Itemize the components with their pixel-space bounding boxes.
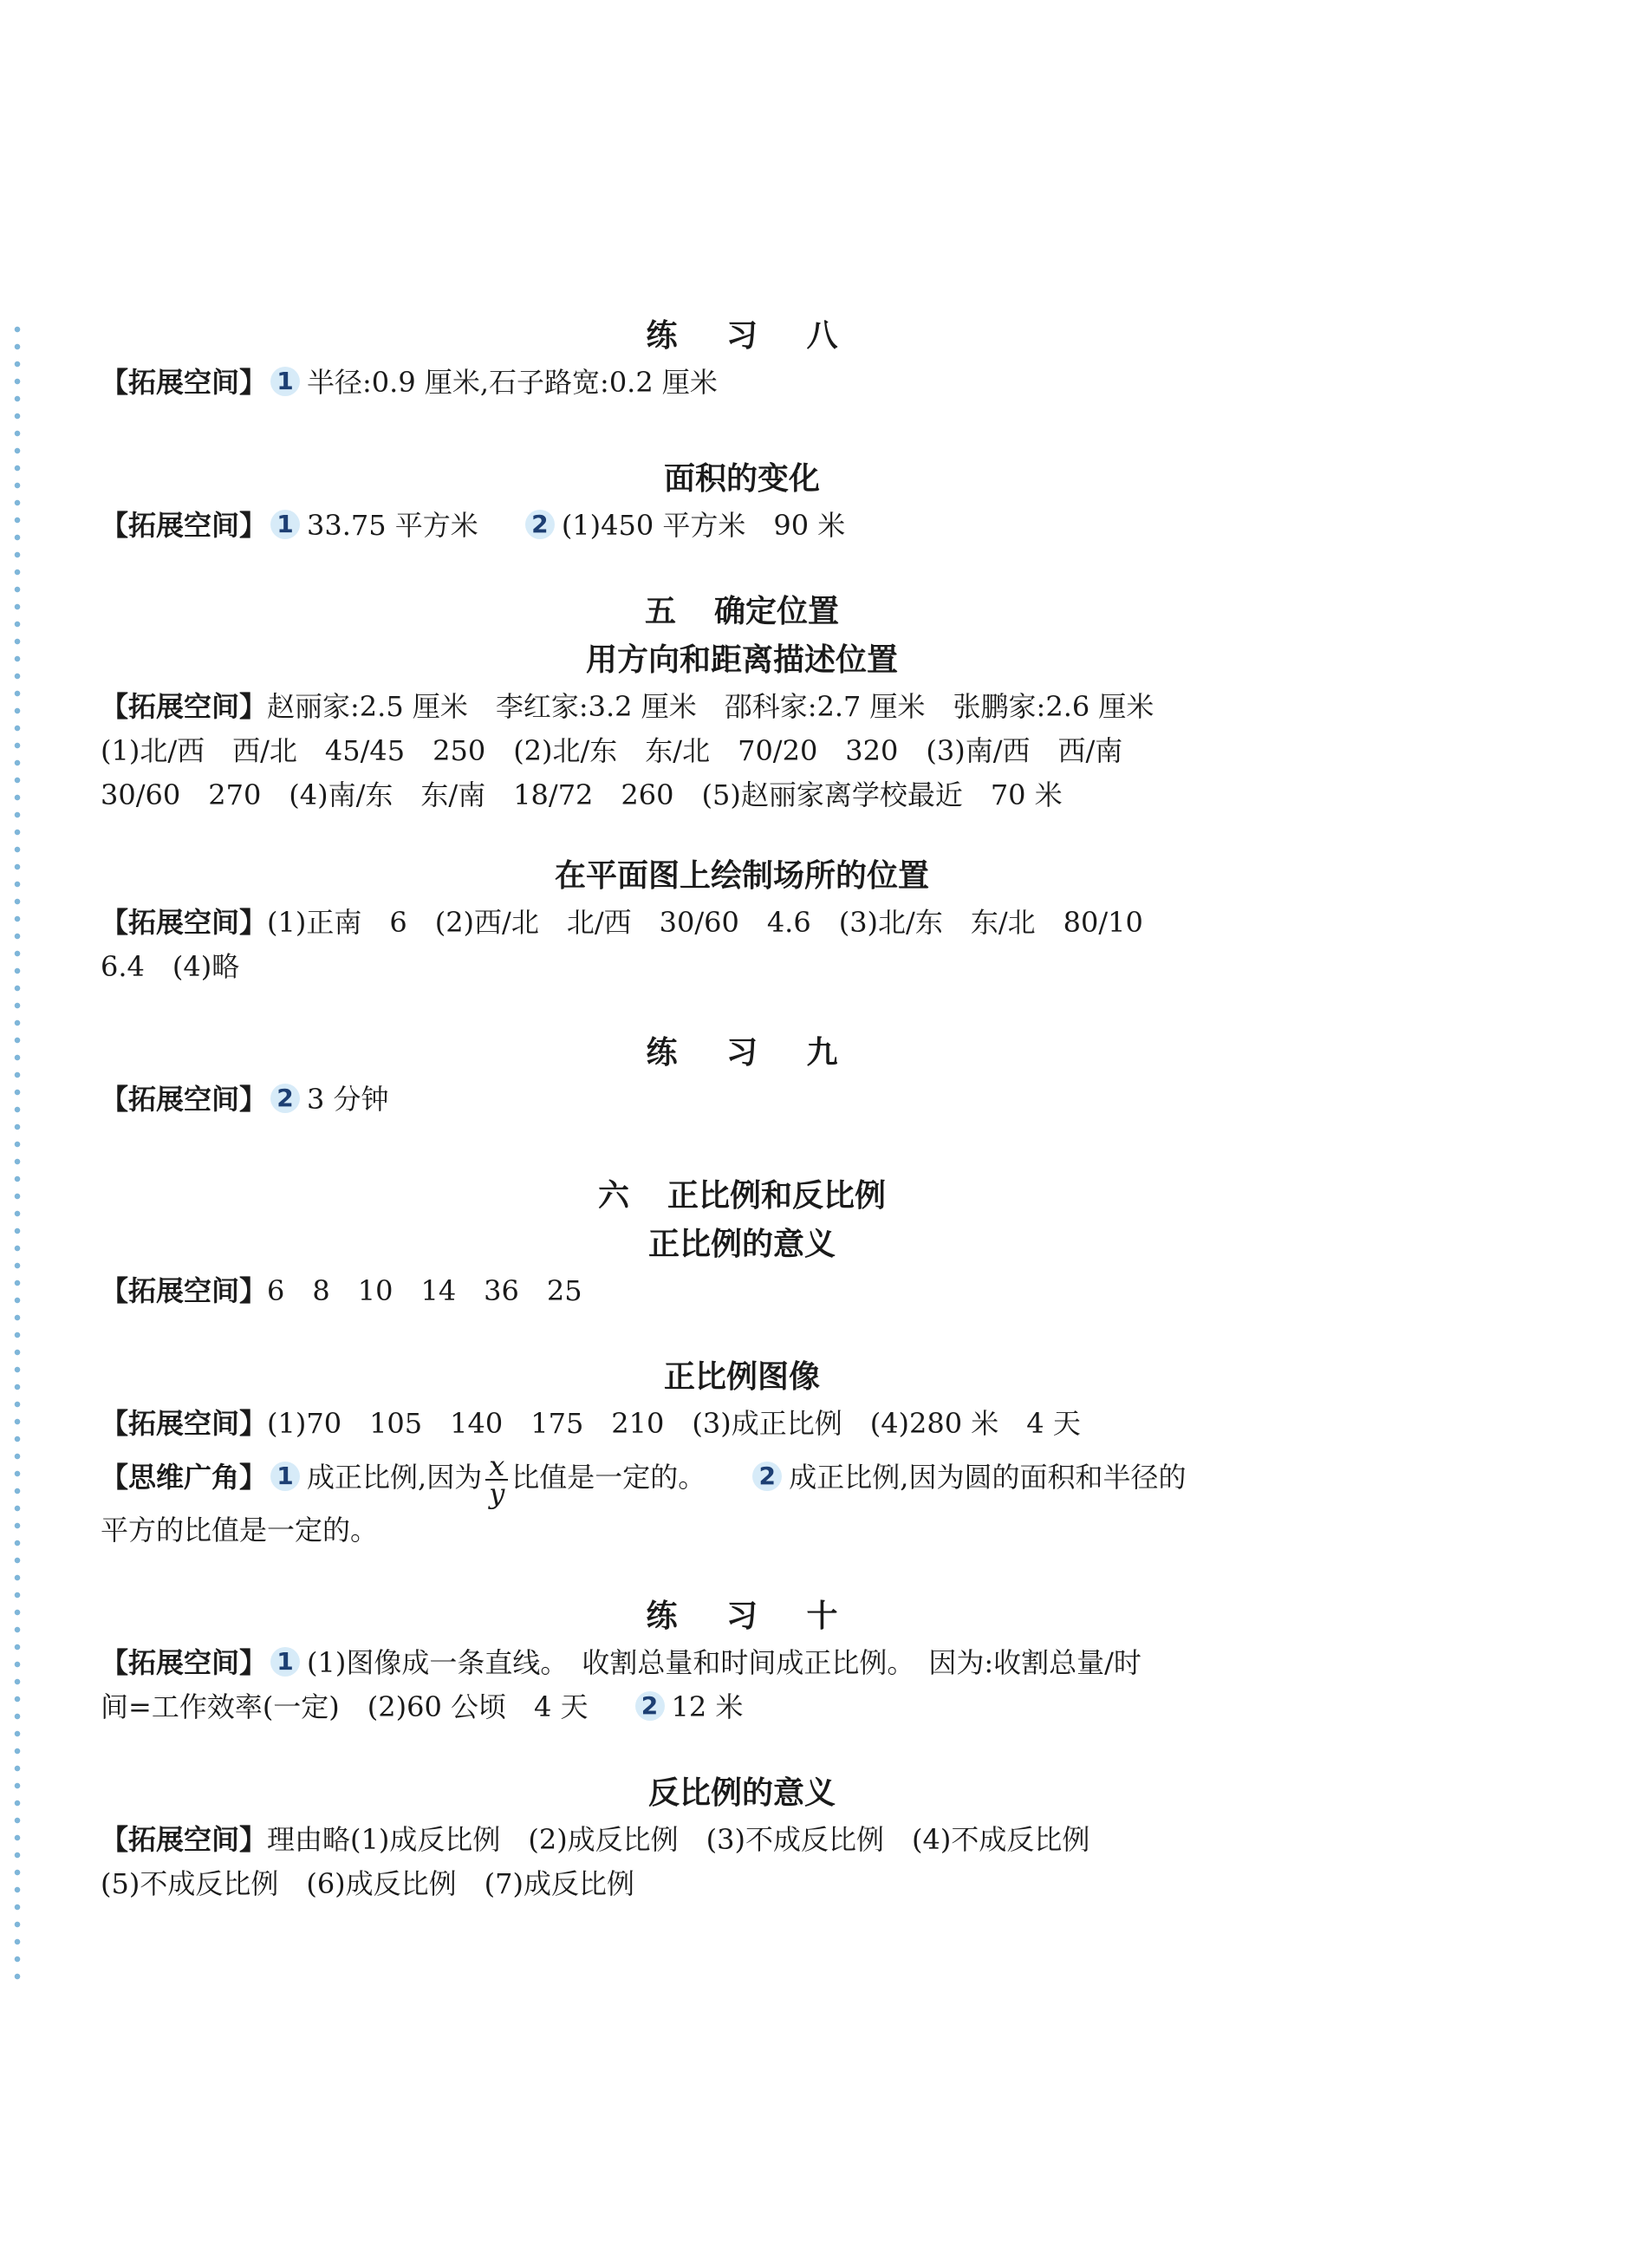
question-number: 2 (525, 510, 555, 539)
tag-label: 【拓展空间】 (101, 1274, 268, 1307)
answer-line (101, 1685, 1383, 1729)
answer-text: 比值是一定的。 (511, 1461, 706, 1494)
answer-text: 成正比例,因为圆的面积和半径的 (789, 1461, 1187, 1494)
question-number: 1 (270, 367, 300, 396)
answer-line (101, 1078, 1383, 1122)
answer-text: 12 米 (671, 1690, 744, 1723)
tag-label: 【拓展空间】 (101, 1823, 268, 1856)
chapter-number: 五 (644, 594, 676, 629)
answer-line (101, 1269, 1383, 1313)
tag-label: 【拓展空间】 (101, 1407, 268, 1440)
chapter-name: 确定位置 (714, 594, 840, 629)
question-number: 2 (270, 1084, 300, 1113)
question-number: 1 (270, 1462, 300, 1491)
tag-label: 【拓展空间】 (101, 509, 268, 542)
chapter-name: 正比例和反比例 (667, 1178, 887, 1214)
section-title-area-change: 面积的变化 (663, 461, 820, 497)
answer-text: 33.75 平方米 (307, 509, 478, 542)
answer-line: (5)不成反比例 (6)成反比例 (7)成反比例 (101, 1867, 634, 1900)
question-number: 2 (635, 1691, 665, 1721)
chapter-title-5 (101, 588, 1383, 636)
answer-line: 30/60 270 (4)南/东 东/南 18/72 260 (5)赵丽家离学校最近 70 米 (101, 778, 1063, 811)
tag-label: 【拓展空间】 (101, 366, 268, 399)
section-title-inverse-proportion: 反比例的意义 (647, 1775, 836, 1811)
answer-line: 6.4 (4)略 (101, 950, 240, 983)
fraction-numerator: x (485, 1453, 508, 1481)
answer-line (101, 361, 1383, 405)
section-title-direction-distance: 用方向和距离描述位置 (585, 642, 898, 678)
section-title-exercise-9: 练 习 九 (646, 1035, 857, 1071)
answer-line: (1)北/西 西/北 45/45 250 (2)北/东 东/北 70/20 320 (3)南/西 西/南 (101, 734, 1123, 767)
answer-text: 3 分钟 (307, 1083, 389, 1116)
answer-line (101, 504, 1383, 548)
question-number: 1 (270, 510, 300, 539)
answer-line (101, 901, 1383, 945)
answer-line: 平方的比值是一定的。 (101, 1514, 379, 1546)
answer-line (101, 1446, 1383, 1508)
answer-text: 6 8 10 14 36 25 (267, 1274, 582, 1307)
answer-line (101, 685, 1383, 729)
section-title-plan-drawing: 在平面图上绘制场所的位置 (554, 858, 929, 894)
tag-label: 【拓展空间】 (101, 1083, 268, 1116)
question-number: 2 (752, 1462, 782, 1491)
answer-text: 半径:0.9 厘米,石子路宽:0.2 厘米 (307, 366, 718, 399)
answer-text: 赵丽家:2.5 厘米 李红家:3.2 厘米 邵科家:2.7 厘米 张鹏家:2.6 厘米 (267, 690, 1154, 723)
tag-label: 【拓展空间】 (101, 1646, 268, 1679)
answer-line (101, 1818, 1383, 1862)
answer-text: (1)图像成一条直线。 收割总量和时间成正比例。 因为:收割总量/时 (307, 1646, 1141, 1679)
section-title-exercise-8: 练 习 八 (646, 318, 857, 354)
answer-line (101, 1641, 1383, 1685)
answer-text: 理由略(1)成反比例 (2)成反比例 (3)不成反比例 (4)不成反比例 (267, 1823, 1090, 1856)
fraction-denominator: y (489, 1476, 505, 1510)
chapter-number: 六 (597, 1178, 629, 1214)
tag-label: 【拓展空间】 (101, 690, 268, 723)
answer-text: (1)正南 6 (2)西/北 北/西 30/60 4.6 (3)北/东 东/北 80/10 (267, 906, 1143, 939)
answer-line (101, 1402, 1383, 1446)
tag-label: 【思维广角】 (101, 1461, 268, 1494)
section-title-direct-proportion: 正比例的意义 (647, 1227, 836, 1262)
answer-text: (1)70 105 140 175 210 (3)成正比例 (4)280 米 4 天 (267, 1407, 1081, 1440)
fraction-x-over-y (485, 1449, 508, 1510)
answer-text: (1)450 平方米 90 米 (561, 509, 846, 542)
answer-text: 成正比例,因为 (307, 1461, 483, 1494)
section-title-exercise-10: 练 习 十 (646, 1599, 857, 1634)
page-edge-dots (12, 321, 23, 1985)
chapter-title-6 (101, 1172, 1383, 1221)
answer-text: 间=工作效率(一定) (2)60 公顷 4 天 (101, 1690, 589, 1723)
question-number: 1 (270, 1647, 300, 1677)
tag-label: 【拓展空间】 (101, 906, 268, 939)
section-title-proportion-graph: 正比例图像 (663, 1359, 820, 1395)
answer-content (101, 312, 1383, 1906)
